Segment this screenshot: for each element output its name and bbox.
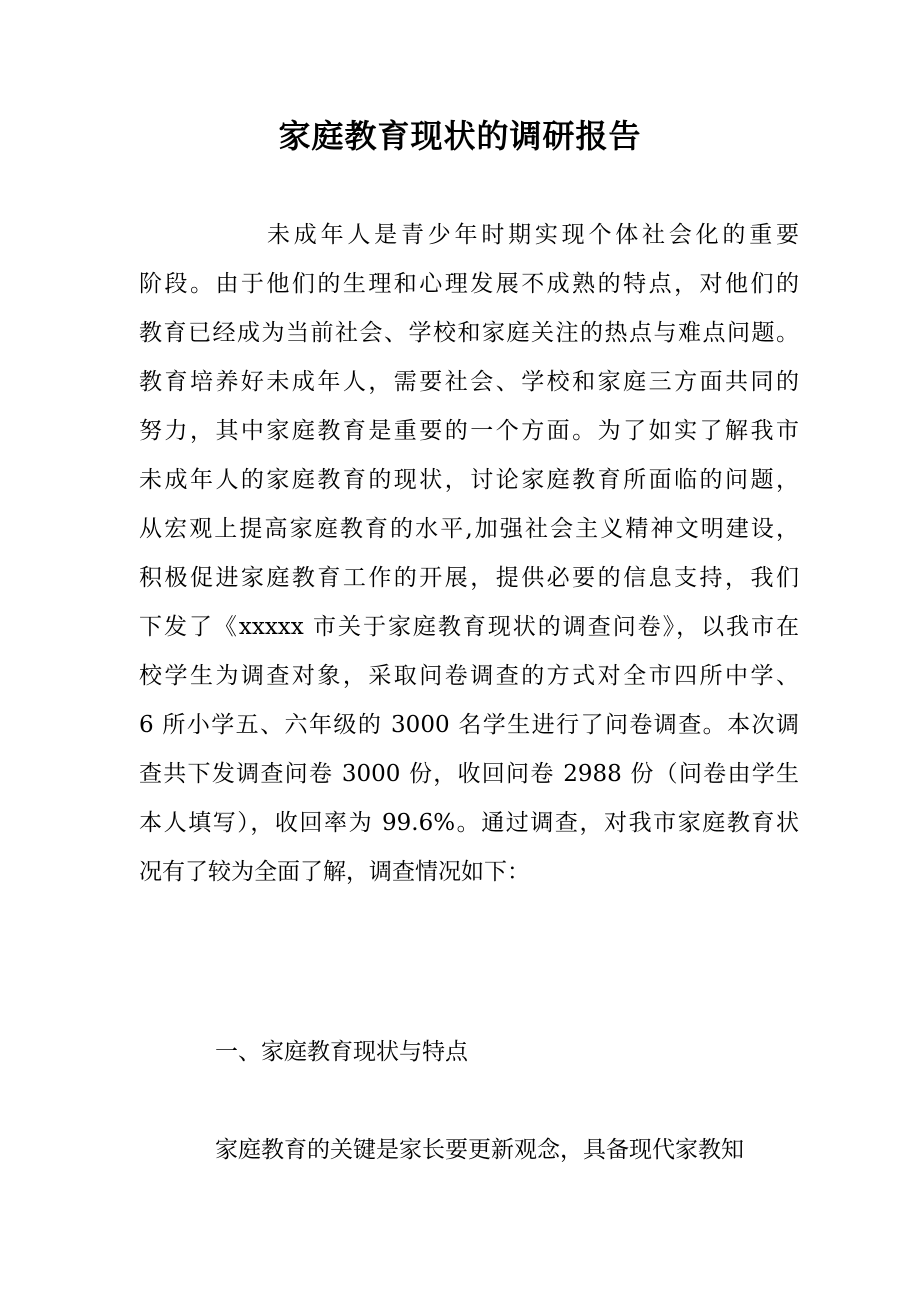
paragraph-line: 努力，其中家庭教育是重要的一个方面。为了如实了解我市 bbox=[139, 418, 799, 444]
paragraph-line: 积极促进家庭教育工作的开展，提供必要的信息支持，我们 bbox=[139, 565, 799, 591]
paragraph-line: 阶段。由于他们的生理和心理发展不成熟的特点，对他们的 bbox=[139, 271, 799, 297]
paragraph-line: 未成年人是青少年时期实现个体社会化的重要 bbox=[267, 222, 799, 248]
paragraph-line: 教育培养好未成年人，需要社会、学校和家庭三方面共同的 bbox=[139, 369, 799, 395]
section-heading: 一、家庭教育现状与特点 bbox=[215, 1039, 468, 1065]
paragraph-line: 况有了较为全面了解，调查情况如下： bbox=[139, 859, 530, 885]
paragraph-line: 本人填写），收回率为 99.6%。通过调查，对我市家庭教育状 bbox=[139, 810, 799, 836]
intro-paragraph bbox=[139, 211, 799, 897]
paragraph-line: 教育已经成为当前社会、学校和家庭关注的热点与难点问题。 bbox=[139, 320, 799, 346]
paragraph-line: 6 所小学五、六年级的 3000 名学生进行了问卷调查。本次调 bbox=[139, 712, 799, 738]
document-title: 家庭教育现状的调研报告 bbox=[278, 117, 642, 155]
section-paragraph-line: 家庭教育的关键是家长要更新观念，具备现代家教知 bbox=[215, 1137, 744, 1163]
paragraph-line: 校学生为调查对象，采取问卷调查的方式对全市四所中学、 bbox=[139, 663, 799, 689]
paragraph-line: 未成年人的家庭教育的现状，讨论家庭教育所面临的问题， bbox=[139, 467, 799, 493]
paragraph-line: 下发了《xxxxx 市关于家庭教育现状的调查问卷》，以我市在 bbox=[139, 614, 799, 640]
paragraph-line: 从宏观上提高家庭教育的水平,加强社会主义精神文明建设， bbox=[139, 516, 799, 542]
paragraph-line: 查共下发调查问卷 3000 份，收回问卷 2988 份（问卷由学生 bbox=[139, 761, 799, 787]
